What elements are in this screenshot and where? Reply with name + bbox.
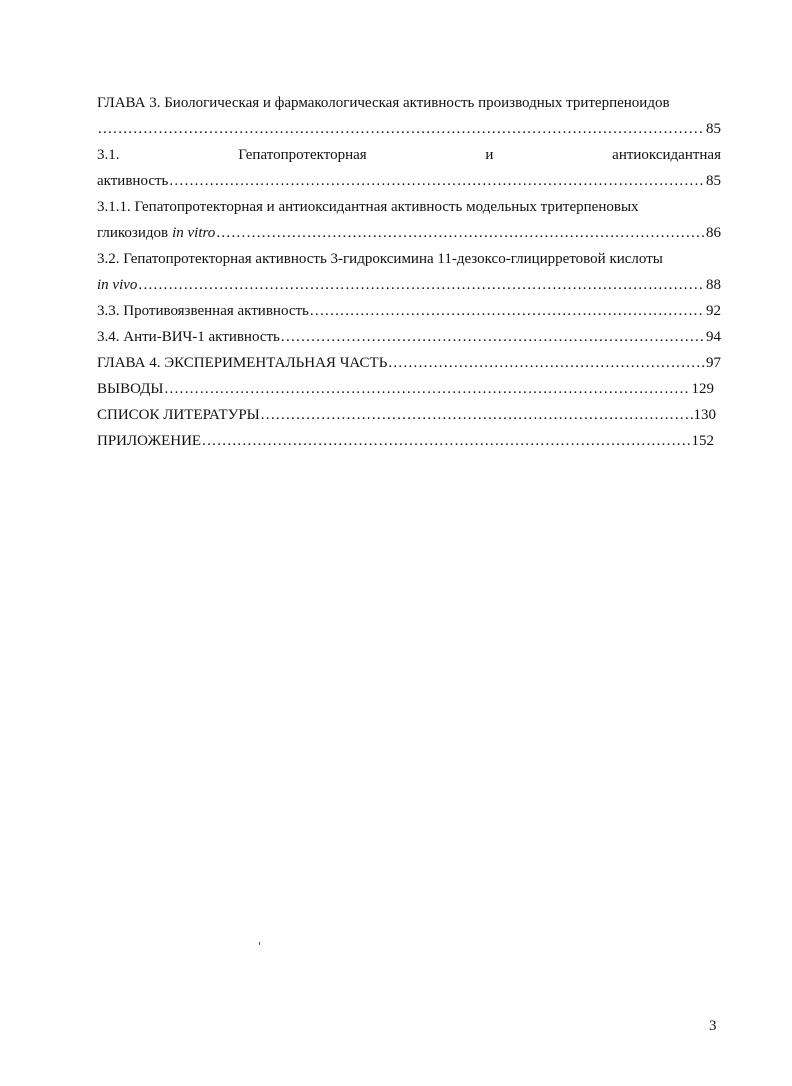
- toc-entry-text: активность: [97, 173, 169, 189]
- toc-entry-3-1-leader: [97, 168, 721, 194]
- toc-page-number: 152: [691, 433, 714, 449]
- toc-entry-3-1-1-leader: [97, 220, 721, 246]
- toc-entry-text: 3.3. Противоязвенная активность: [97, 303, 309, 319]
- toc-page-number: 85: [706, 173, 721, 189]
- toc-page-number: 86: [706, 225, 721, 241]
- page-number: 3: [709, 1018, 717, 1034]
- dot-leader: [216, 220, 705, 246]
- toc-entry-3-4: [97, 324, 721, 350]
- toc-page-number: 97: [706, 355, 721, 371]
- toc-page-number: 85: [706, 121, 721, 137]
- dot-leader: [388, 350, 705, 376]
- toc-entry-chapter-3-title: [97, 90, 721, 116]
- scan-speck: [259, 942, 260, 945]
- toc-page-number: 94: [706, 329, 721, 345]
- toc-page-number: 130: [693, 407, 716, 423]
- toc-entry-appendix: [97, 428, 714, 454]
- toc-entry-references: [97, 402, 716, 428]
- toc-page-number: 92: [706, 303, 721, 319]
- toc-entry-number: 3.1.: [97, 147, 120, 163]
- toc-entry-3-1-title: [97, 142, 721, 168]
- toc-entry-text: ПРИЛОЖЕНИЕ: [97, 433, 202, 449]
- toc-entry-3-2-leader: [97, 272, 721, 298]
- toc-entry-text: ГЛАВА 3. Биологическая и фармакологическая активность производных тритерпеноидов: [97, 95, 670, 111]
- dot-leader: [281, 324, 705, 350]
- toc-entry-text: 3.2. Гепатопротекторная активность 3-гидроксимина 11-дезоксо-глицирретовой кислоты: [97, 251, 663, 267]
- toc-entry-chapter-3-leader: [97, 116, 721, 142]
- toc-entry-word: Гепатопротекторная: [238, 147, 367, 163]
- dot-leader: [165, 376, 691, 402]
- toc-entry-word: и: [485, 147, 494, 163]
- dot-leader: [98, 116, 705, 142]
- toc-entry-3-3: [97, 298, 721, 324]
- toc-entry-italic: in vivo: [97, 277, 138, 293]
- toc-entry-word: антиоксидантная: [612, 147, 721, 163]
- dot-leader: [310, 298, 705, 324]
- toc-entry-text: ГЛАВА 4. ЭКСПЕРИМЕНТАЛЬНАЯ ЧАСТЬ: [97, 355, 388, 371]
- toc-entry-text: гликозидов: [97, 225, 169, 241]
- dot-leader: [261, 402, 693, 428]
- dot-leader: [202, 428, 690, 454]
- toc-entry-chapter-4: [97, 350, 721, 376]
- table-of-contents: [97, 90, 721, 454]
- toc-page-number: 129: [691, 381, 714, 397]
- toc-entry-text: СПИСОК ЛИТЕРАТУРЫ: [97, 407, 260, 423]
- toc-page-number: 88: [706, 277, 721, 293]
- toc-entry-3-2-title: [97, 246, 721, 272]
- toc-entry-3-1-1-title: [97, 194, 721, 220]
- toc-entry-conclusions: [97, 376, 714, 402]
- toc-entry-text: 3.1.1. Гепатопротекторная и антиоксидантная активность модельных тритерпеновых: [97, 199, 639, 215]
- dot-leader: [138, 272, 705, 298]
- dot-leader: [169, 168, 705, 194]
- toc-entry-italic: in vitro: [172, 225, 216, 241]
- toc-entry-text: ВЫВОДЫ: [97, 381, 164, 397]
- toc-entry-text: 3.4. Анти-ВИЧ-1 активность: [97, 329, 280, 345]
